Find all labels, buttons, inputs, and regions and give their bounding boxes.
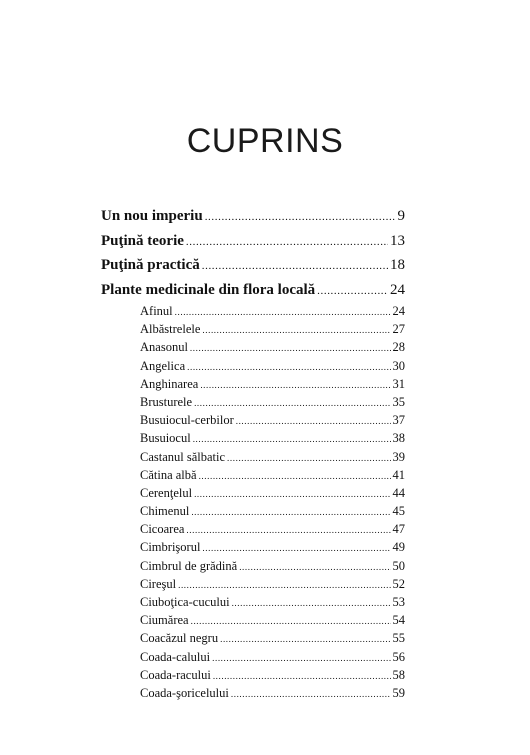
toc-entry-label: Albăstrelele — [140, 322, 201, 337]
toc-entry-label: Ciumărea — [140, 613, 189, 628]
toc-entry-label: Coada-calului — [140, 649, 211, 664]
toc-page-number: 41 — [392, 467, 405, 482]
toc-page-number: 35 — [392, 394, 405, 409]
toc-entry-label: Cimbrul de grădină — [140, 558, 238, 573]
dot-leader — [175, 302, 391, 321]
toc-page-number: 38 — [392, 431, 405, 446]
toc-entry — [140, 575, 405, 593]
toc-page-number: 13 — [390, 232, 405, 249]
toc-entry — [140, 520, 405, 538]
toc-entry-label: Cerenţelul — [140, 485, 193, 500]
toc-entry-label: Anasonul — [140, 340, 188, 355]
dot-leader — [186, 229, 388, 255]
toc-page-number: 24 — [392, 304, 405, 318]
dot-leader — [194, 393, 390, 412]
toc-chapter-label: Puţină practică — [101, 257, 200, 273]
toc-entry-label: Coada-şoricelului — [140, 685, 229, 700]
page-title: CUPRINS — [186, 122, 344, 160]
toc-page-number: 54 — [392, 613, 405, 628]
toc-page-number: 37 — [392, 413, 405, 428]
toc-entry-label: Busuiocul — [140, 431, 191, 446]
toc-entry-label: Afinul — [140, 304, 173, 318]
dot-leader — [178, 575, 390, 594]
toc-entry — [140, 411, 405, 429]
dot-leader — [190, 338, 391, 357]
toc-entry-label: Brusturele — [140, 394, 193, 409]
toc-chapter — [101, 253, 405, 278]
toc-entry — [140, 302, 405, 320]
toc-entry — [140, 629, 405, 647]
toc-page-number: 49 — [392, 540, 405, 555]
toc-chapter-label: Puţină teorie — [101, 232, 184, 249]
toc-entry-label: Ciuboţica-cucului — [140, 595, 230, 609]
dot-leader — [239, 557, 390, 576]
dot-leader — [199, 466, 391, 485]
toc-page-number: 30 — [392, 358, 405, 373]
dot-leader — [191, 502, 390, 521]
toc-entry — [140, 375, 405, 393]
toc-entry — [140, 557, 405, 575]
toc-entry-label: Chimenul — [140, 504, 190, 519]
dot-leader — [193, 429, 391, 448]
dot-leader — [186, 520, 390, 539]
toc-entry — [140, 338, 405, 356]
dot-leader — [213, 666, 391, 685]
dot-leader — [202, 320, 390, 339]
toc-page-number: 24 — [390, 281, 405, 298]
toc-entry — [140, 484, 405, 502]
toc-page-number: 28 — [392, 340, 405, 355]
toc-chapter — [101, 229, 405, 254]
toc-entry-label: Cireşul — [140, 576, 177, 591]
toc-chapter-label: Un nou imperiu — [101, 208, 203, 224]
toc-entry — [140, 593, 405, 611]
toc-page-number: 55 — [392, 631, 405, 646]
toc-entry — [140, 466, 405, 484]
toc-entry — [140, 611, 405, 629]
dot-leader — [236, 411, 391, 430]
toc-entry — [140, 393, 405, 411]
dot-leader — [232, 593, 391, 612]
toc-page-number: 56 — [392, 649, 405, 664]
toc-entry — [140, 502, 405, 520]
toc-page-number: 44 — [392, 485, 405, 500]
toc-entry — [140, 538, 405, 556]
toc-page-number: 59 — [392, 685, 405, 700]
toc-entry — [140, 320, 405, 338]
toc-page-number: 58 — [392, 667, 405, 682]
toc-entry — [140, 666, 405, 684]
toc-page-number: 27 — [392, 322, 405, 337]
toc-entry-label: Angelica — [140, 358, 186, 373]
toc-entry-label: Busuiocul-cerbilor — [140, 413, 234, 428]
toc-entry-label: Cimbrişorul — [140, 540, 201, 555]
toc-page-number: 39 — [392, 449, 405, 464]
toc-entry-label: Coacăzul negru — [140, 631, 219, 646]
toc-entry-label: Cătina albă — [140, 467, 197, 482]
dot-leader — [231, 684, 391, 703]
toc-page-number: 31 — [392, 376, 405, 391]
toc-entry-label: Anghinarea — [140, 376, 199, 391]
table-of-contents — [101, 204, 405, 702]
dot-leader — [191, 611, 391, 630]
toc-page-number: 47 — [392, 522, 405, 537]
dot-leader — [187, 357, 390, 376]
dot-leader — [220, 629, 390, 648]
toc-entry — [140, 448, 405, 466]
dot-leader — [194, 484, 390, 503]
toc-entry — [140, 684, 405, 702]
dot-leader — [212, 648, 390, 667]
toc-entry-label: Castanul sălbatic — [140, 449, 226, 464]
toc-entry-label: Coada-racului — [140, 667, 211, 682]
toc-page-number: 52 — [392, 576, 405, 591]
toc-chapter-label: Plante medicinale din flora locală — [101, 281, 316, 298]
toc-entry — [140, 357, 405, 375]
toc-page-number: 53 — [392, 595, 405, 609]
dot-leader — [317, 278, 388, 304]
dot-leader — [205, 204, 396, 230]
dot-leader — [200, 375, 390, 394]
toc-page-number: 18 — [390, 257, 405, 273]
dot-leader — [202, 253, 388, 279]
toc-page-number: 45 — [392, 504, 405, 519]
toc-chapter — [101, 204, 405, 229]
toc-page-number: 9 — [397, 208, 405, 224]
toc-entry — [140, 648, 405, 666]
dot-leader — [202, 538, 390, 557]
toc-entry-label: Cicoarea — [140, 522, 185, 537]
toc-chapter — [101, 278, 405, 303]
toc-entry — [140, 429, 405, 447]
dot-leader — [227, 448, 390, 467]
toc-page-number: 50 — [392, 558, 405, 573]
